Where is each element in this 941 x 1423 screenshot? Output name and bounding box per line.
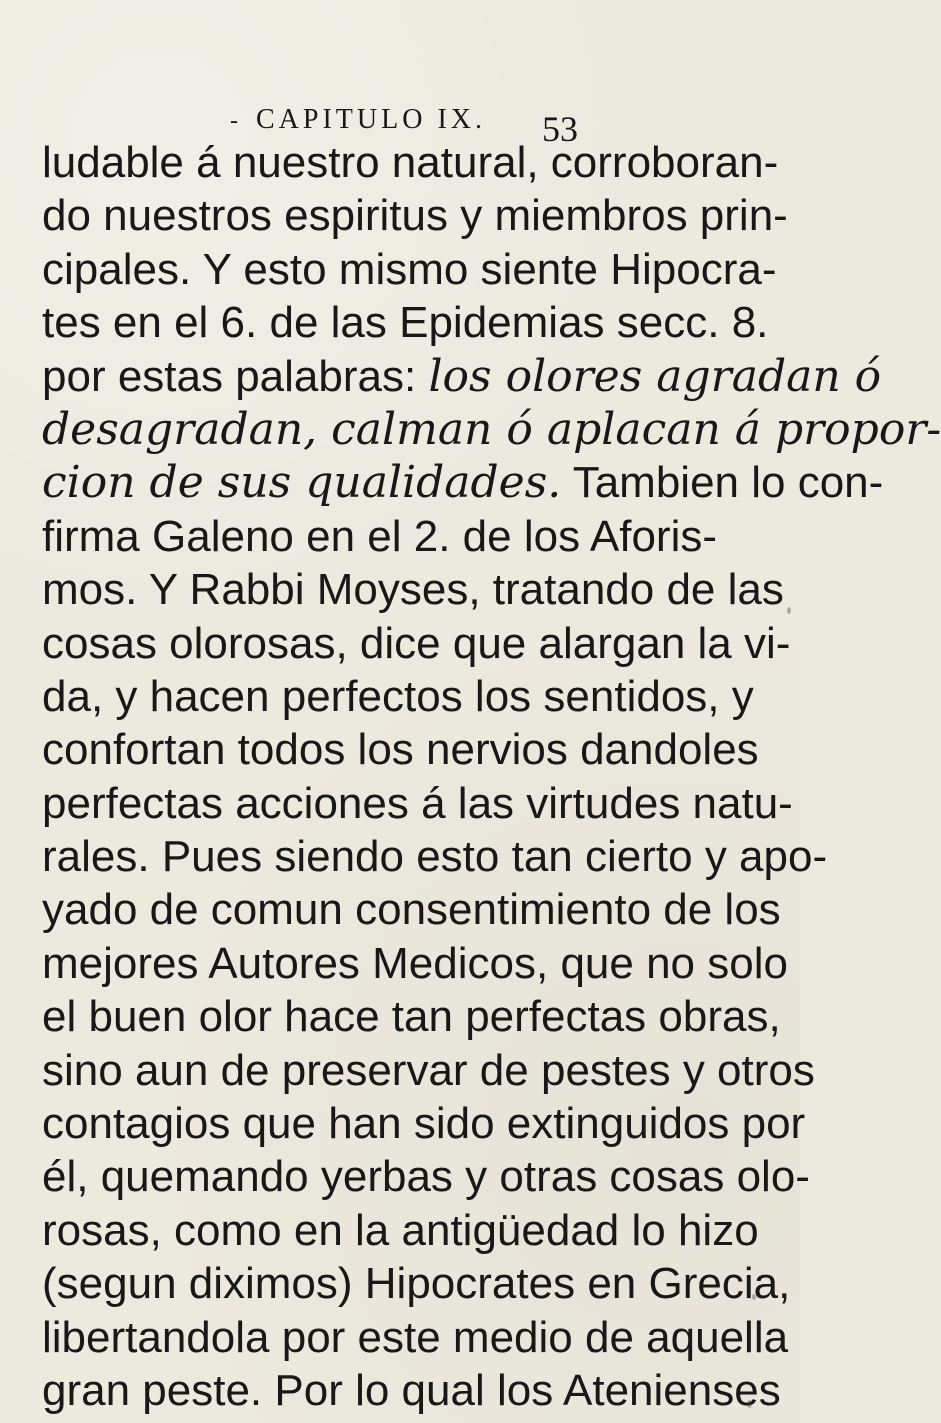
text-line-with-quote-end [42,456,884,509]
text-line: rales. Pues siendo esto tan cierto y apo- [42,832,828,882]
italic-quote-segment: los olores agradan ó [428,350,882,402]
text-line: mos. Y Rabbi Moyses, tratando de las [42,565,784,615]
text-line: libertandola por este medio de aquella [42,1312,789,1362]
body-text [42,136,941,1417]
running-header [230,98,760,149]
text-line: el buen olor hace tan perfectas obras, [42,992,781,1042]
text-line-with-quote-start [42,350,882,403]
text-segment: por estas palabras: [42,351,429,401]
text-line: gran peste. Por lo qual los Atenienses [42,1365,781,1415]
text-line: cipales. Y esto mismo siente Hipocra- [42,244,777,294]
text-line: sino aun de preservar de pestes y otros [42,1045,815,1095]
italic-quote-segment: cion de sus qualidades. [42,457,562,509]
text-line: (segun diximos) Hipocrates en Grecia, [42,1259,791,1309]
ink-speck [752,1294,756,1300]
text-line: mejores Autores Medicos, que no solo [42,938,788,988]
header-dash: - [230,108,240,134]
text-segment: Tambien lo con- [561,458,884,508]
text-line: firma Galeno en el 2. de los Aforis- [42,511,717,561]
italic-quote-line: desagradan, calman ó aplacan á propor- [42,403,941,455]
text-line: confortan todos los nervios dandoles [42,725,759,775]
text-line: cosas olorosas, dice que alargan la vi- [42,618,791,668]
text-line: do nuestros espiritus y miembros prin- [42,191,788,241]
text-line: tes en el 6. de las Epidemias secc. 8. [42,298,769,348]
ink-speck [747,1400,752,1408]
ink-speck [787,607,791,614]
text-line: rosas, como en la antigüedad lo hizo [42,1205,759,1255]
text-line: da, y hacen perfectos los sentidos, y [42,671,754,721]
text-line: ludable á nuestro natural, corroboran- [42,138,779,187]
text-line: perfectas acciones á las virtudes natu- [42,778,793,828]
page-number: 53 [542,109,578,149]
chapter-title: CAPITULO IX. [256,104,486,135]
text-line: contagios que han sido extinguidos por [42,1099,806,1149]
text-line: yado de comun consentimiento de los [42,885,781,935]
text-line: él, quemando yerbas y otras cosas olo- [42,1152,810,1202]
